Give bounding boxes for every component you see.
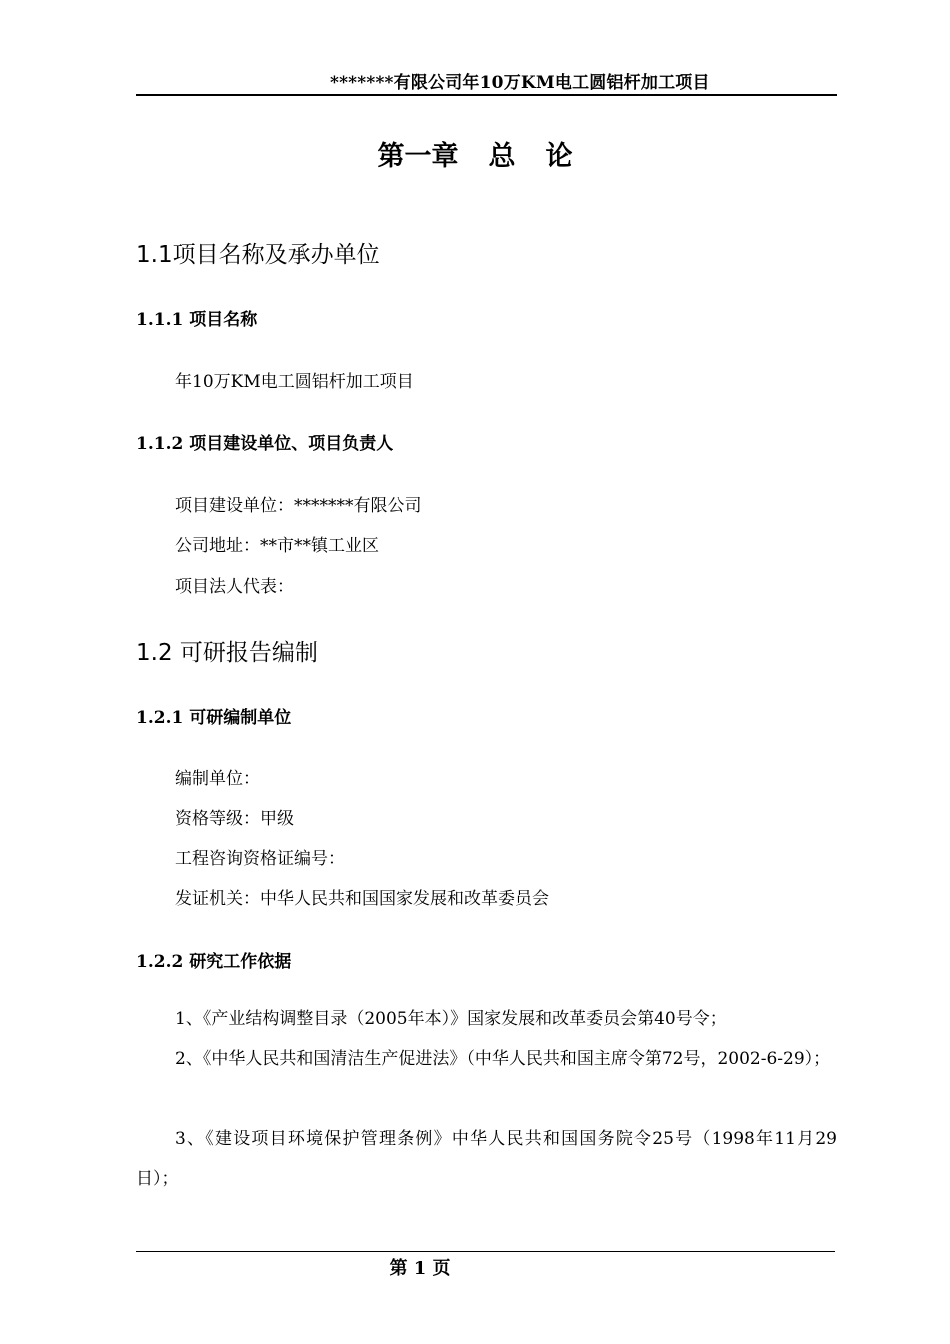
section-heading-1-1: 1.1项目名称及承办单位 <box>136 242 380 268</box>
subsection-heading-1-1-2: 1.1.2 项目建设单位、项目负责人 <box>136 434 394 454</box>
page-number: 第 1 页 <box>389 1258 451 1279</box>
subsection-heading-1-1-1: 1.1.1 项目名称 <box>136 310 258 330</box>
company-address-line: 公司地址：**市**镇工业区 <box>175 536 379 556</box>
project-name-text: 年10万KM电工圆铝杆加工项目 <box>175 372 414 392</box>
running-header: *******有限公司年10万KM电工圆铝杆加工项目 <box>330 73 710 93</box>
chapter-word-2: 论 <box>545 141 573 172</box>
reference-item-3: 3、《建设项目环境保护管理条例》中华人民共和国国务院令25号（1998年11月29日）； <box>136 1129 837 1189</box>
subsection-heading-1-2-1: 1.2.1 可研编制单位 <box>136 708 292 728</box>
subsection-heading-1-2-2: 1.2.2 研究工作依据 <box>136 952 292 972</box>
legal-representative-line: 项目法人代表： <box>175 577 294 597</box>
construction-unit-line: 项目建设单位：*******有限公司 <box>175 496 422 516</box>
reference-item-2: 2、《中华人民共和国清洁生产促进法》（中华人民共和国主席令第72号，2002-6-29）； <box>175 1049 831 1069</box>
section-heading-1-2: 1.2 可研报告编制 <box>136 640 318 666</box>
header-rule <box>136 94 837 96</box>
reference-item-1: 1、《产业结构调整目录（2005年本）》国家发展和改革委员会第40号令； <box>175 1009 727 1029</box>
footer-rule <box>136 1251 835 1252</box>
chapter-title <box>0 134 950 173</box>
compiling-unit-line: 编制单位： <box>175 769 260 789</box>
chapter-word-1: 总 <box>488 141 516 172</box>
chapter-prefix: 第一章 <box>377 141 459 172</box>
certificate-number-line: 工程咨询资格证编号： <box>175 849 345 869</box>
issuing-authority-line: 发证机关：中华人民共和国国家发展和改革委员会 <box>175 889 549 909</box>
qualification-grade-line: 资格等级：甲级 <box>175 809 294 829</box>
